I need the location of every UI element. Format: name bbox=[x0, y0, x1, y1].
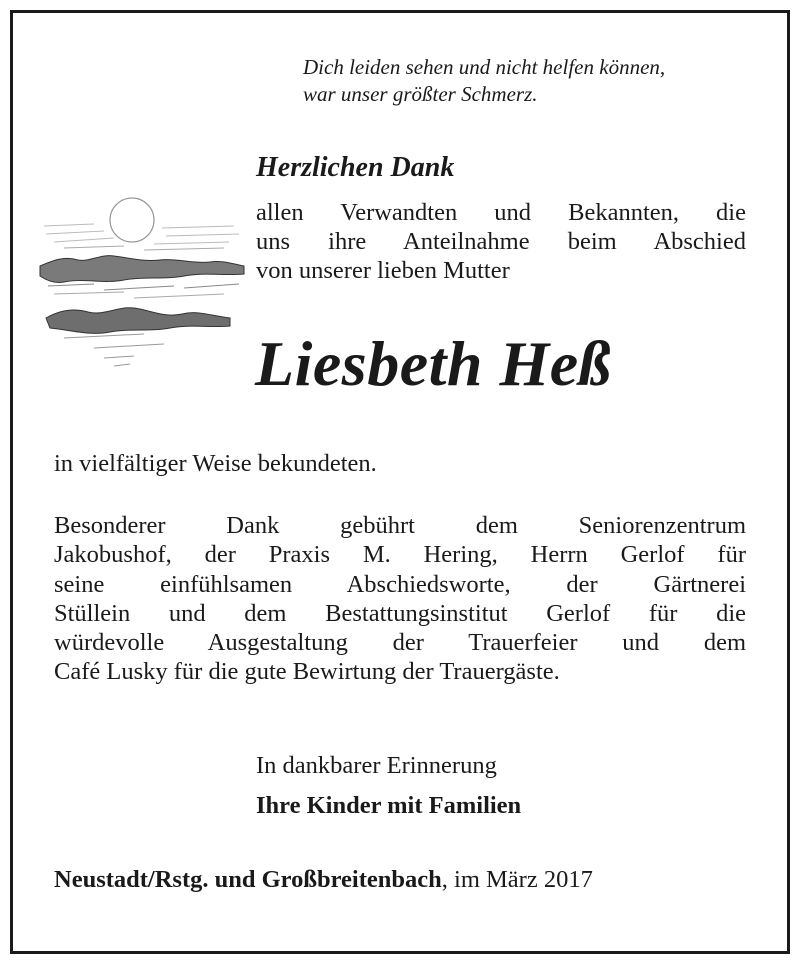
body-line-2: Jakobushof, der Praxis M. Hering, Herrn Gerlof für bbox=[54, 541, 746, 569]
thanks-body bbox=[54, 511, 746, 687]
quote-line-2: war unser größter Schmerz. bbox=[303, 82, 538, 106]
quote bbox=[303, 54, 763, 108]
deceased-name: Liesbeth Heß bbox=[255, 328, 612, 399]
intro-line-2: uns ihre Anteilnahme beim Abschied bbox=[256, 228, 746, 255]
place-date bbox=[54, 866, 593, 894]
closing-phrase: In dankbarer Erinnerung bbox=[256, 752, 497, 779]
body-line-5: würdevolle Ausgestaltung der Trauerfeier und dem bbox=[54, 629, 746, 657]
intro-text bbox=[256, 198, 746, 285]
continuation-text: in vielfältiger Weise bekundeten. bbox=[54, 450, 377, 477]
quote-line-1: Dich leiden sehen und nicht helfen können, bbox=[303, 55, 666, 79]
place-names: Neustadt/Rstg. und Großbreitenbach bbox=[54, 866, 442, 893]
body-line-3: seine einfühlsamen Abschiedsworte, der Gärtnerei bbox=[54, 570, 746, 598]
signers: Ihre Kinder mit Familien bbox=[256, 792, 522, 819]
intro-line-1: allen Verwandten und Bekannten, die bbox=[256, 199, 746, 226]
body-line-4: Stüllein und dem Bestattungsinstitut Gerlof für die bbox=[54, 599, 746, 627]
date-text: , im März 2017 bbox=[441, 866, 593, 893]
intro-line-3: von unserer lieben Mutter bbox=[256, 257, 510, 284]
body-line-6: Café Lusky für die gute Bewirtung der Trauergäste. bbox=[54, 658, 560, 686]
thanks-heading: Herzlichen Dank bbox=[256, 152, 455, 183]
sunset-landscape-illustration bbox=[34, 190, 246, 375]
body-line-1: Besonderer Dank gebührt dem Seniorenzentrum bbox=[54, 512, 746, 539]
